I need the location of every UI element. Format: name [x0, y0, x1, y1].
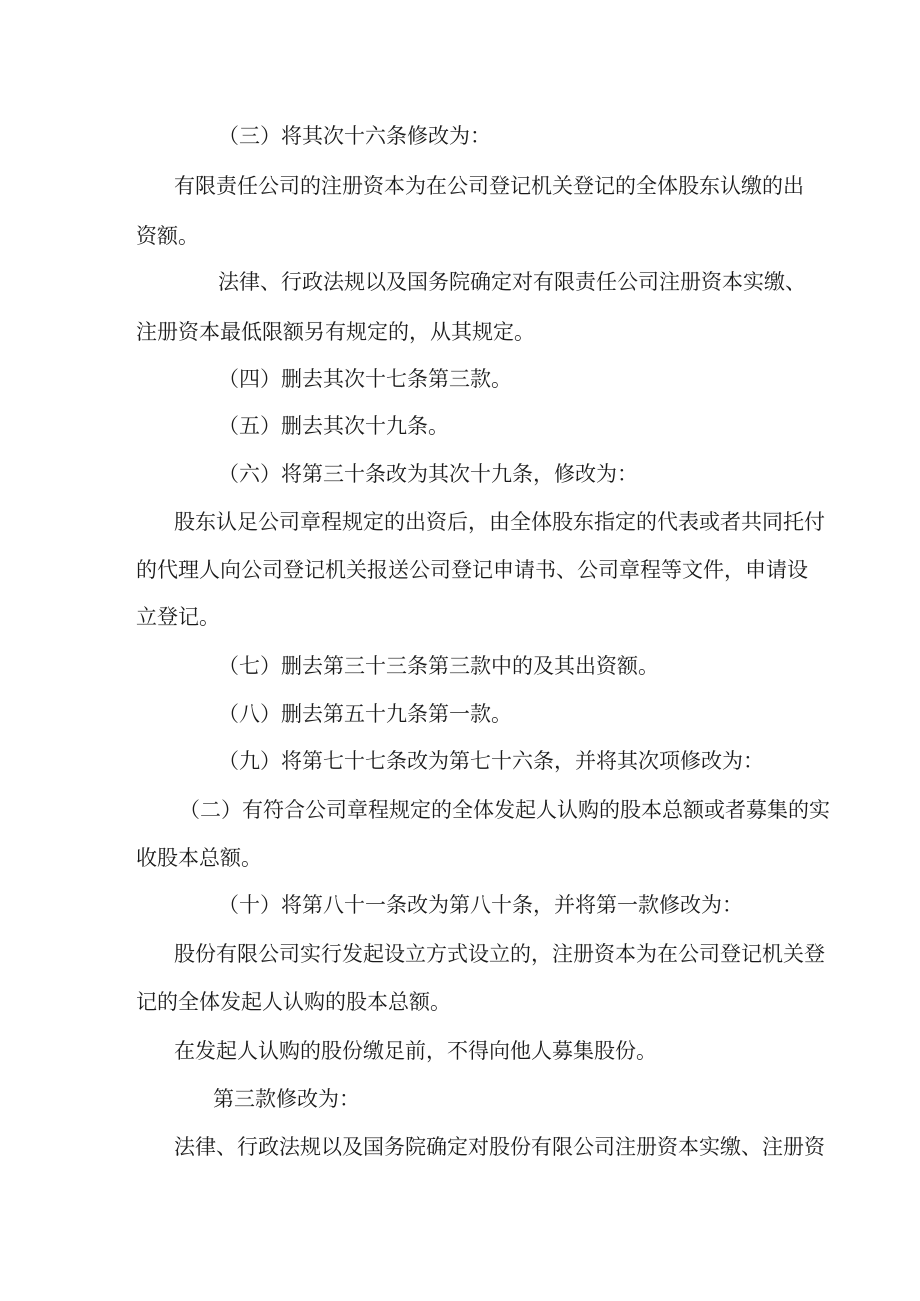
paragraph-line: 资额。 — [136, 224, 199, 248]
amendment-5-heading: （五）删去其次十九条。 — [218, 414, 449, 438]
amendment-7-heading: （七）删去第三十三条第三款中的及其出资额。 — [218, 654, 659, 678]
amendment-3-heading: （三）将其次十六条修改为： — [218, 124, 491, 148]
amendment-9-heading: （九）将第七十七条改为第七十六条，并将其次项修改为： — [218, 749, 764, 773]
paragraph-line: 有限责任公司的注册资本为在公司登记机关登记的全体股东认缴的出 — [174, 174, 804, 198]
paragraph-line: 收股本总额。 — [136, 846, 262, 870]
paragraph-line: 的代理人向公司登记机关报送公司登记申请书、公司章程等文件，申请设 — [136, 558, 808, 582]
amendment-4-heading: （四）删去其次十七条第三款。 — [218, 367, 512, 391]
paragraph-line: 股份有限公司实行发起设立方式设立的，注册资本为在公司登记机关登 — [174, 942, 825, 966]
paragraph-line: 第三款修改为： — [213, 1087, 360, 1111]
paragraph-line: （二）有符合公司章程规定的全体发起人认购的股本总额或者募集的实 — [179, 798, 830, 822]
paragraph-line: 记的全体发起人认购的股本总额。 — [136, 990, 451, 1014]
amendment-6-heading: （六）将第三十条改为其次十九条，修改为： — [218, 462, 638, 486]
paragraph-line: 股东认足公司章程规定的出资后，由全体股东指定的代表或者共同托付 — [174, 510, 825, 534]
amendment-8-heading: （八）删去第五十九条第一款。 — [218, 702, 512, 726]
paragraph-line: 在发起人认购的股份缴足前，不得向他人募集股份。 — [174, 1039, 657, 1063]
amendment-10-heading: （十）将第八十一条改为第八十条，并将第一款修改为： — [218, 893, 743, 917]
paragraph-line: 法律、行政法规以及国务院确定对股份有限公司注册资本实缴、注册资 — [174, 1135, 825, 1159]
paragraph-line: 立登记。 — [136, 605, 220, 629]
paragraph-line: 注册资本最低限额另有规定的，从其规定。 — [136, 320, 535, 344]
paragraph-line: 法律、行政法规以及国务院确定对有限责任公司注册资本实缴、 — [218, 270, 806, 294]
